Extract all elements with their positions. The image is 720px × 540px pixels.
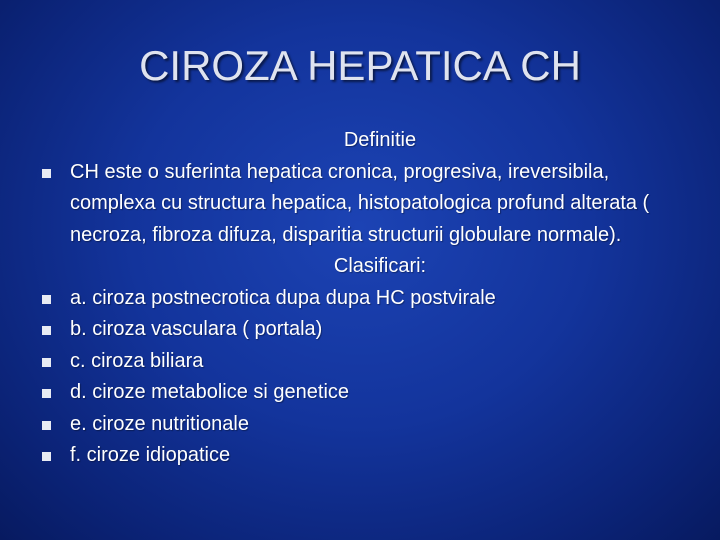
classification-text: f. ciroze idiopatice xyxy=(70,444,231,466)
square-bullet-icon xyxy=(42,452,51,461)
classification-text: d. ciroze metabolice si genetice xyxy=(70,381,350,403)
square-bullet-icon xyxy=(42,326,51,335)
classification-text: b. ciroza vasculara ( portala) xyxy=(70,318,323,340)
classification-item xyxy=(40,283,690,315)
definition-item xyxy=(40,157,690,252)
classification-text: c. ciroza biliara xyxy=(70,349,204,372)
slide-body xyxy=(40,125,690,472)
slide-title: CIROZA HEPATICA CH xyxy=(139,42,581,89)
classification-text: e. ciroze nutritionale xyxy=(70,412,249,435)
square-bullet-icon xyxy=(42,169,51,178)
square-bullet-icon xyxy=(42,358,51,367)
definition-heading: Definitie xyxy=(343,129,417,151)
classification-item xyxy=(40,440,690,472)
square-bullet-icon xyxy=(42,295,51,304)
classification-item xyxy=(40,409,690,441)
square-bullet-icon xyxy=(42,421,51,430)
square-bullet-icon xyxy=(42,389,51,398)
classification-heading: Clasificari: xyxy=(333,255,427,277)
classification-item xyxy=(40,314,690,346)
classification-item xyxy=(40,377,690,409)
classification-item xyxy=(40,346,690,378)
definition-text: CH este o suferinta hepatica cronica, progresiva, ireversibila, complexa cu structura hepatica, histopatologica profund alterata ( necroza, fibroza difuza, disparitia structurii globulare normale). xyxy=(70,160,650,246)
classification-text: a. ciroza postnecrotica dupa dupa HC postvirale xyxy=(70,286,496,309)
